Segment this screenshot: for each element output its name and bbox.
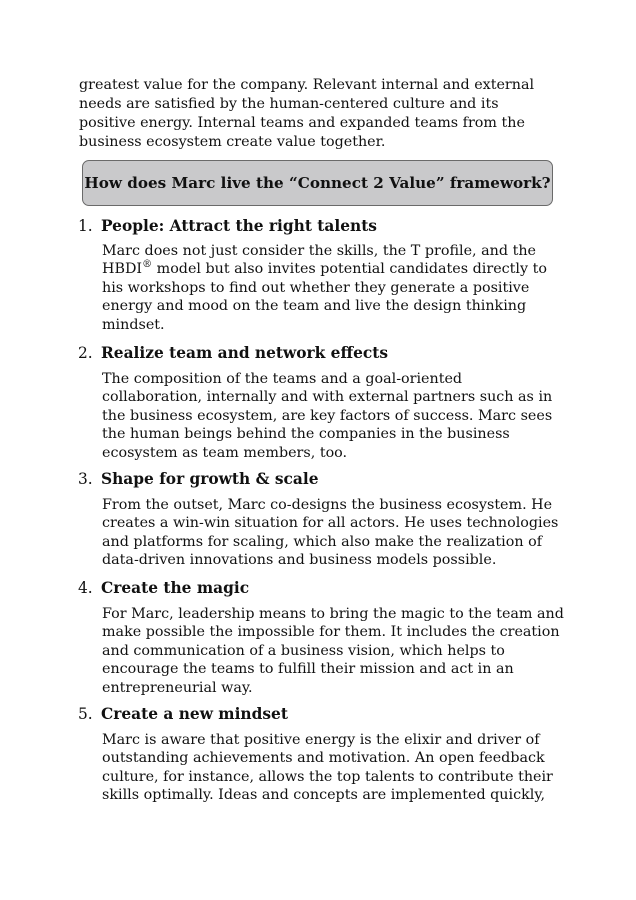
- item-1-title-text: People: Attract the right talents: [101, 217, 377, 235]
- callout-heading: How does Marc live the “Connect 2 Value” framework?: [84, 174, 551, 192]
- item-5-title: [78, 704, 288, 724]
- item-5-body: Marc is aware that positive energy is the elixir and driver of outstanding achievements and motivation. An open feedback culture, for instance, allows the top talents to contribute their skills optimally. Ideas and concepts are implemented quickly,: [102, 732, 553, 804]
- intro-paragraph: greatest value for the company. Relevant internal and external needs are satisfied by the human-centered culture and its positive energy. Internal teams and expanded teams from the business ecosystem create value together.: [79, 77, 535, 150]
- item-5-number: 5.: [78, 705, 93, 723]
- item-1-title: [78, 216, 377, 236]
- item-4-title: [78, 578, 249, 598]
- item-2-body: The composition of the teams and a goal-oriented collaboration, internally and with external partners such as in the business ecosystem, are key factors of success. Marc sees the human beings behind the companies in the business ecosystem as team members, too.: [102, 371, 553, 461]
- item-3-body: From the outset, Marc co-designs the business ecosystem. He creates a win-win situation for all actors. He uses technologies and platforms for scaling, which also make the realization of data-driven innovations and business models possible.: [102, 497, 559, 569]
- item-3-title: [78, 469, 318, 489]
- framework-callout-box: [82, 160, 553, 206]
- item-1-body-text-a: Marc does not just consider the skills, the T profile, and the HBDI: [102, 243, 536, 278]
- item-2-title-text: Realize team and network effects: [101, 344, 389, 362]
- registered-mark: ®: [142, 259, 153, 271]
- item-2-number: 2.: [78, 344, 93, 362]
- item-1-number: 1.: [78, 217, 93, 235]
- item-3-number: 3.: [78, 470, 93, 488]
- item-3-title-text: Shape for growth & scale: [101, 470, 319, 488]
- item-5-title-text: Create a new mindset: [101, 705, 288, 723]
- item-1-body-text-b: model but also invites potential candidates directly to his workshops to find out whether they generate a positive energy and mood on the team and live the design thinking mindset.: [102, 261, 547, 333]
- item-4-number: 4.: [78, 579, 93, 597]
- item-2-title: [78, 343, 388, 363]
- item-4-title-text: Create the magic: [101, 579, 250, 597]
- item-4-body: For Marc, leadership means to bring the magic to the team and make possible the impossible for them. It includes the creation and communication of a business vision, which helps to encourage the teams to fulfill their mission and act in an entrepreneurial way.: [102, 606, 564, 696]
- item-1-body: [102, 242, 564, 334]
